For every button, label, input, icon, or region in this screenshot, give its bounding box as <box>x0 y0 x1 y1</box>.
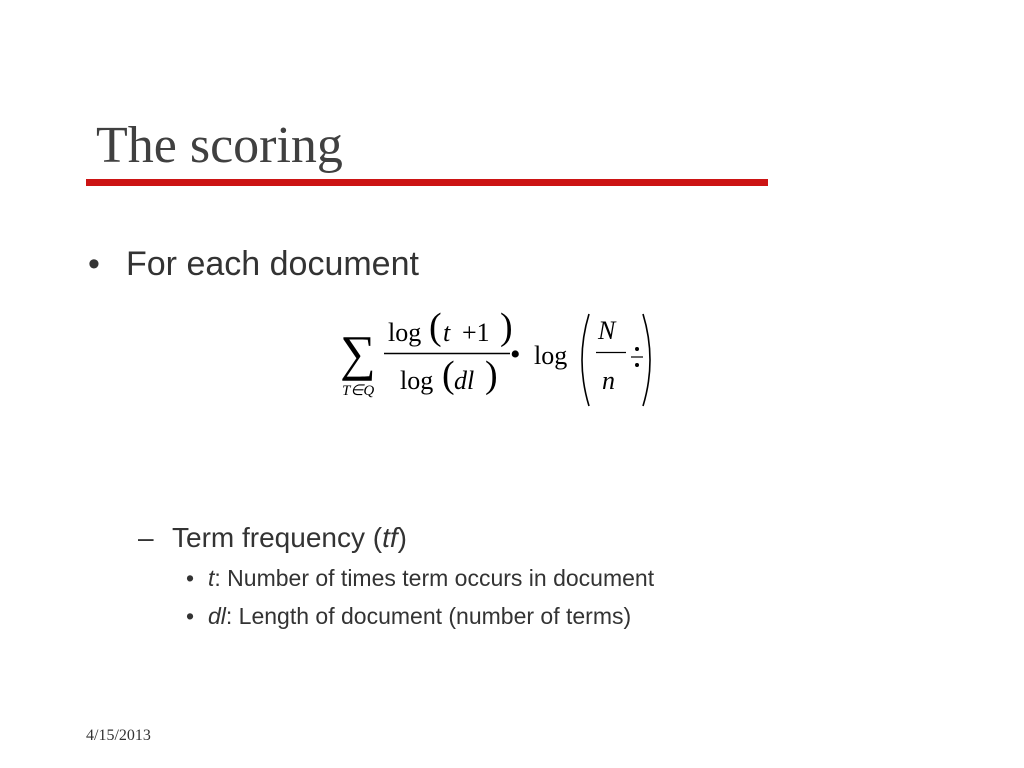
fraction-denominator-n: n <box>602 366 615 395</box>
bullet-text: For each document <box>126 245 419 283</box>
bullet-dot-icon: • <box>186 603 195 629</box>
sub-bullet-term-frequency <box>138 522 407 554</box>
item-term: dl <box>208 603 226 629</box>
right-big-paren <box>640 312 658 408</box>
inner-fraction-bar <box>596 351 626 354</box>
denominator-var-dl: dl <box>454 366 475 395</box>
sub-bullet-suffix: ) <box>397 522 407 553</box>
dash-icon: – <box>138 522 154 553</box>
denominator-open-paren: ( <box>442 354 455 396</box>
bullet-dot-icon: • <box>88 245 100 283</box>
numerator-var-t: t <box>443 318 451 347</box>
multiply-dot: • <box>510 338 521 371</box>
numerator-open-paren: ( <box>429 306 442 348</box>
bullet-dot-icon: • <box>186 565 195 591</box>
slide-date: 4/15/2013 <box>86 727 151 744</box>
sub-bullet-prefix: Term frequency ( <box>172 522 383 553</box>
numerator-log: log <box>388 318 422 347</box>
numerator-close-paren: ) <box>500 306 513 348</box>
scoring-formula <box>340 306 660 416</box>
item-text: : Length of document (number of terms) <box>225 603 632 629</box>
bullet-for-each-document <box>88 245 419 284</box>
summation-symbol: ∑ <box>340 325 376 381</box>
second-log: log <box>534 341 568 370</box>
denominator-close-paren: ) <box>485 354 498 396</box>
slide-title: The scoring <box>96 117 343 174</box>
title-underline <box>86 179 768 186</box>
left-big-paren <box>574 312 592 408</box>
list-item <box>186 603 631 630</box>
item-term: t <box>208 565 215 591</box>
denominator-log: log <box>400 366 434 395</box>
list-item <box>186 565 654 592</box>
sub-bullet-term: tf <box>382 522 398 553</box>
summation-subscript: T∈Q <box>342 383 375 399</box>
numerator-plus-one: +1 <box>462 318 490 347</box>
fraction-numerator-N: N <box>598 316 616 345</box>
item-text: : Number of times term occurs in document <box>214 565 655 591</box>
